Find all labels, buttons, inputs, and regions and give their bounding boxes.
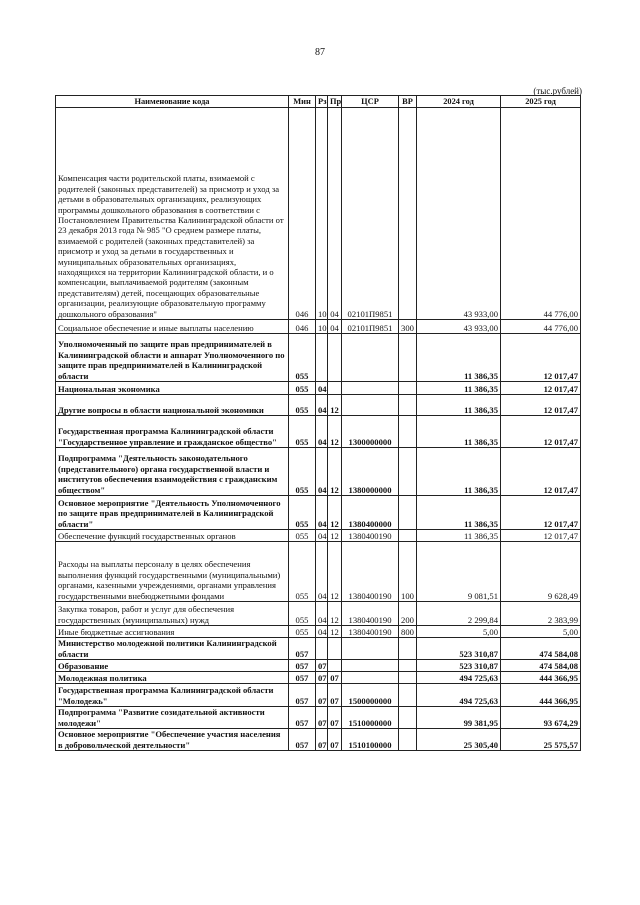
col-header-pr: Пр [328, 96, 342, 108]
row-csr: 02101П9851 [342, 320, 399, 334]
row-rz: 04 [316, 626, 328, 638]
col-header-csr: ЦСР [342, 96, 399, 108]
row-value-2025: 44 776,00 [501, 108, 581, 320]
row-min: 055 [289, 542, 316, 602]
row-rz: 07 [316, 684, 328, 707]
table-row [56, 448, 581, 496]
row-vr [399, 729, 417, 751]
row-csr: 1300000000 [342, 416, 399, 448]
row-pr [328, 660, 342, 672]
row-pr: 12 [328, 448, 342, 496]
row-name: Компенсация части родительской платы, взимаемой с родителей (законных представителей) за присмотр и уход за детьми в образовательных организациях, реализующих программы дошкольного образования в соответствии с Постановлением Правительства Калининградской области от 23 декабря 2013 года № 985 "О среднем размере платы, взимаемой с родителей (законных представителей) за присмотр и уход за детьми в государственных и муниципальных образовательных организациях, находящихся на территории Калининградской области, и о компенсации, выплачиваемой родителям (законным представителям) детей, посещающих образовательные организации, реализующие образовательную программу дошкольного образования" [56, 108, 289, 320]
row-vr [399, 707, 417, 729]
row-rz: 04 [316, 382, 328, 395]
row-value-2025: 93 674,29 [501, 707, 581, 729]
row-value-2025: 25 575,57 [501, 729, 581, 751]
row-name: Государственная программа Калининградской области "Государственное управление и гражданское общество" [56, 416, 289, 448]
row-csr [342, 672, 399, 684]
row-pr: 12 [328, 530, 342, 542]
row-csr: 1380400190 [342, 530, 399, 542]
row-min: 055 [289, 416, 316, 448]
row-pr [328, 638, 342, 660]
row-value-2024: 43 933,00 [417, 108, 501, 320]
row-value-2025: 474 584,08 [501, 660, 581, 672]
col-header-rz: Рз [316, 96, 328, 108]
row-min: 055 [289, 448, 316, 496]
row-csr: 1510000000 [342, 707, 399, 729]
table-row [56, 382, 581, 395]
row-pr: 12 [328, 416, 342, 448]
row-value-2024: 11 386,35 [417, 416, 501, 448]
row-value-2024: 494 725,63 [417, 672, 501, 684]
row-min: 055 [289, 382, 316, 395]
row-value-2025: 12 017,47 [501, 416, 581, 448]
row-vr [399, 672, 417, 684]
row-csr: 1500000000 [342, 684, 399, 707]
row-value-2024: 11 386,35 [417, 530, 501, 542]
row-vr: 200 [399, 602, 417, 626]
row-min: 046 [289, 108, 316, 320]
row-pr: 07 [328, 729, 342, 751]
row-value-2024: 523 310,87 [417, 660, 501, 672]
units-label: (тыс.рублей) [533, 86, 582, 96]
row-value-2025: 12 017,47 [501, 448, 581, 496]
table-row [56, 108, 581, 320]
row-value-2024: 2 299,84 [417, 602, 501, 626]
row-value-2025: 12 017,47 [501, 496, 581, 530]
table-row [56, 660, 581, 672]
row-min: 055 [289, 530, 316, 542]
row-rz: 07 [316, 729, 328, 751]
row-value-2024: 99 381,95 [417, 707, 501, 729]
row-value-2025: 12 017,47 [501, 395, 581, 416]
row-rz: 04 [316, 530, 328, 542]
row-value-2025: 5,00 [501, 626, 581, 638]
row-value-2025: 12 017,47 [501, 382, 581, 395]
row-csr: 02101П9851 [342, 108, 399, 320]
col-header-2025: 2025 год [501, 96, 581, 108]
row-value-2025: 444 366,95 [501, 684, 581, 707]
table-row [56, 496, 581, 530]
col-header-2024: 2024 год [417, 96, 501, 108]
row-rz: 04 [316, 395, 328, 416]
budget-table [55, 95, 581, 751]
row-csr: 1380400190 [342, 602, 399, 626]
table-body [56, 108, 581, 751]
row-value-2024: 43 933,00 [417, 320, 501, 334]
row-csr: 1510100000 [342, 729, 399, 751]
table-row [56, 638, 581, 660]
row-pr: 04 [328, 108, 342, 320]
row-value-2024: 11 386,35 [417, 448, 501, 496]
row-rz: 04 [316, 416, 328, 448]
row-csr [342, 395, 399, 416]
row-pr: 12 [328, 626, 342, 638]
row-vr: 800 [399, 626, 417, 638]
row-min: 055 [289, 334, 316, 382]
row-value-2025: 2 383,99 [501, 602, 581, 626]
row-name: Другие вопросы в области национальной экономики [56, 395, 289, 416]
table-row [56, 729, 581, 751]
row-value-2024: 523 310,87 [417, 638, 501, 660]
row-pr: 12 [328, 542, 342, 602]
row-min: 055 [289, 602, 316, 626]
row-value-2025: 12 017,47 [501, 530, 581, 542]
row-name: Национальная экономика [56, 382, 289, 395]
row-vr: 100 [399, 542, 417, 602]
row-name: Закупка товаров, работ и услуг для обеспечения государственных (муниципальных) нужд [56, 602, 289, 626]
row-name: Образование [56, 660, 289, 672]
row-vr [399, 638, 417, 660]
page-number: 87 [315, 47, 325, 58]
row-value-2024: 25 305,40 [417, 729, 501, 751]
row-vr [399, 416, 417, 448]
row-value-2024: 11 386,35 [417, 382, 501, 395]
row-min: 057 [289, 638, 316, 660]
row-name: Социальное обеспечение и иные выплаты населению [56, 320, 289, 334]
row-name: Основное мероприятие "Обеспечение участия населения в добровольческой деятельности" [56, 729, 289, 751]
col-header-name: Наименование кода [56, 96, 289, 108]
row-name: Обеспечение функций государственных органов [56, 530, 289, 542]
row-min: 057 [289, 684, 316, 707]
row-min: 055 [289, 496, 316, 530]
row-name: Уполномоченный по защите прав предпринимателей в Калининградской области и аппарат Уполномоченного по защите прав предпринимателей в Калининградской области [56, 334, 289, 382]
row-rz: 07 [316, 672, 328, 684]
table-header-row [56, 96, 581, 108]
col-header-min: Мин [289, 96, 316, 108]
table-row [56, 672, 581, 684]
row-vr [399, 660, 417, 672]
table-row [56, 395, 581, 416]
row-value-2025: 474 584,08 [501, 638, 581, 660]
row-name: Расходы на выплаты персоналу в целях обеспечения выполнения функций государственными (муниципальными) органами, казенными учреждениями, органами управления государственными внебюджетными фондами [56, 542, 289, 602]
row-min: 057 [289, 660, 316, 672]
row-rz: 04 [316, 602, 328, 626]
row-rz: 07 [316, 660, 328, 672]
table-row [56, 707, 581, 729]
table-row [56, 684, 581, 707]
row-pr [328, 334, 342, 382]
row-vr [399, 108, 417, 320]
row-name: Подпрограмма "Развитие созидательной активности молодежи" [56, 707, 289, 729]
row-pr: 04 [328, 320, 342, 334]
row-rz: 10 [316, 320, 328, 334]
table-row [56, 542, 581, 602]
table-row [56, 602, 581, 626]
row-csr [342, 638, 399, 660]
row-rz: 04 [316, 542, 328, 602]
row-min: 057 [289, 672, 316, 684]
row-vr [399, 530, 417, 542]
row-vr [399, 448, 417, 496]
row-rz: 04 [316, 448, 328, 496]
row-name: Иные бюджетные ассигнования [56, 626, 289, 638]
row-pr: 07 [328, 707, 342, 729]
row-min: 057 [289, 729, 316, 751]
row-vr [399, 334, 417, 382]
row-rz: 04 [316, 496, 328, 530]
row-name: Подпрограмма "Деятельность законодательного (представительного) органа государственной власти и институтов обеспечения взаимодействия с гражданским обществом" [56, 448, 289, 496]
table-row [56, 334, 581, 382]
row-value-2025: 12 017,47 [501, 334, 581, 382]
row-value-2025: 444 366,95 [501, 672, 581, 684]
row-pr: 07 [328, 672, 342, 684]
row-value-2024: 494 725,63 [417, 684, 501, 707]
row-vr [399, 395, 417, 416]
row-rz: 07 [316, 707, 328, 729]
row-rz [316, 638, 328, 660]
row-min: 055 [289, 626, 316, 638]
row-value-2024: 5,00 [417, 626, 501, 638]
row-vr [399, 382, 417, 395]
row-pr: 12 [328, 395, 342, 416]
row-rz [316, 334, 328, 382]
row-name: Основное мероприятие "Деятельность Уполномоченного по защите прав предпринимателей в Калининградской области" [56, 496, 289, 530]
row-min: 057 [289, 707, 316, 729]
row-name: Молодежная политика [56, 672, 289, 684]
row-pr: 07 [328, 684, 342, 707]
row-min: 046 [289, 320, 316, 334]
row-csr [342, 382, 399, 395]
table-row [56, 530, 581, 542]
table-row [56, 416, 581, 448]
row-min: 055 [289, 395, 316, 416]
row-vr: 300 [399, 320, 417, 334]
row-csr: 1380400190 [342, 626, 399, 638]
row-name: Министерство молодежной политики Калининградской области [56, 638, 289, 660]
row-csr: 1380400000 [342, 496, 399, 530]
row-csr: 1380400190 [342, 542, 399, 602]
row-vr [399, 496, 417, 530]
row-name: Государственная программа Калининградской области "Молодежь" [56, 684, 289, 707]
row-vr [399, 684, 417, 707]
row-value-2025: 9 628,49 [501, 542, 581, 602]
row-csr [342, 334, 399, 382]
row-value-2025: 44 776,00 [501, 320, 581, 334]
row-csr: 1380000000 [342, 448, 399, 496]
row-value-2024: 11 386,35 [417, 496, 501, 530]
row-value-2024: 9 081,51 [417, 542, 501, 602]
row-value-2024: 11 386,35 [417, 395, 501, 416]
row-pr [328, 382, 342, 395]
row-value-2024: 11 386,35 [417, 334, 501, 382]
col-header-vr: ВР [399, 96, 417, 108]
row-csr [342, 660, 399, 672]
row-pr: 12 [328, 602, 342, 626]
row-rz: 10 [316, 108, 328, 320]
table-row [56, 626, 581, 638]
table-row [56, 320, 581, 334]
row-pr: 12 [328, 496, 342, 530]
